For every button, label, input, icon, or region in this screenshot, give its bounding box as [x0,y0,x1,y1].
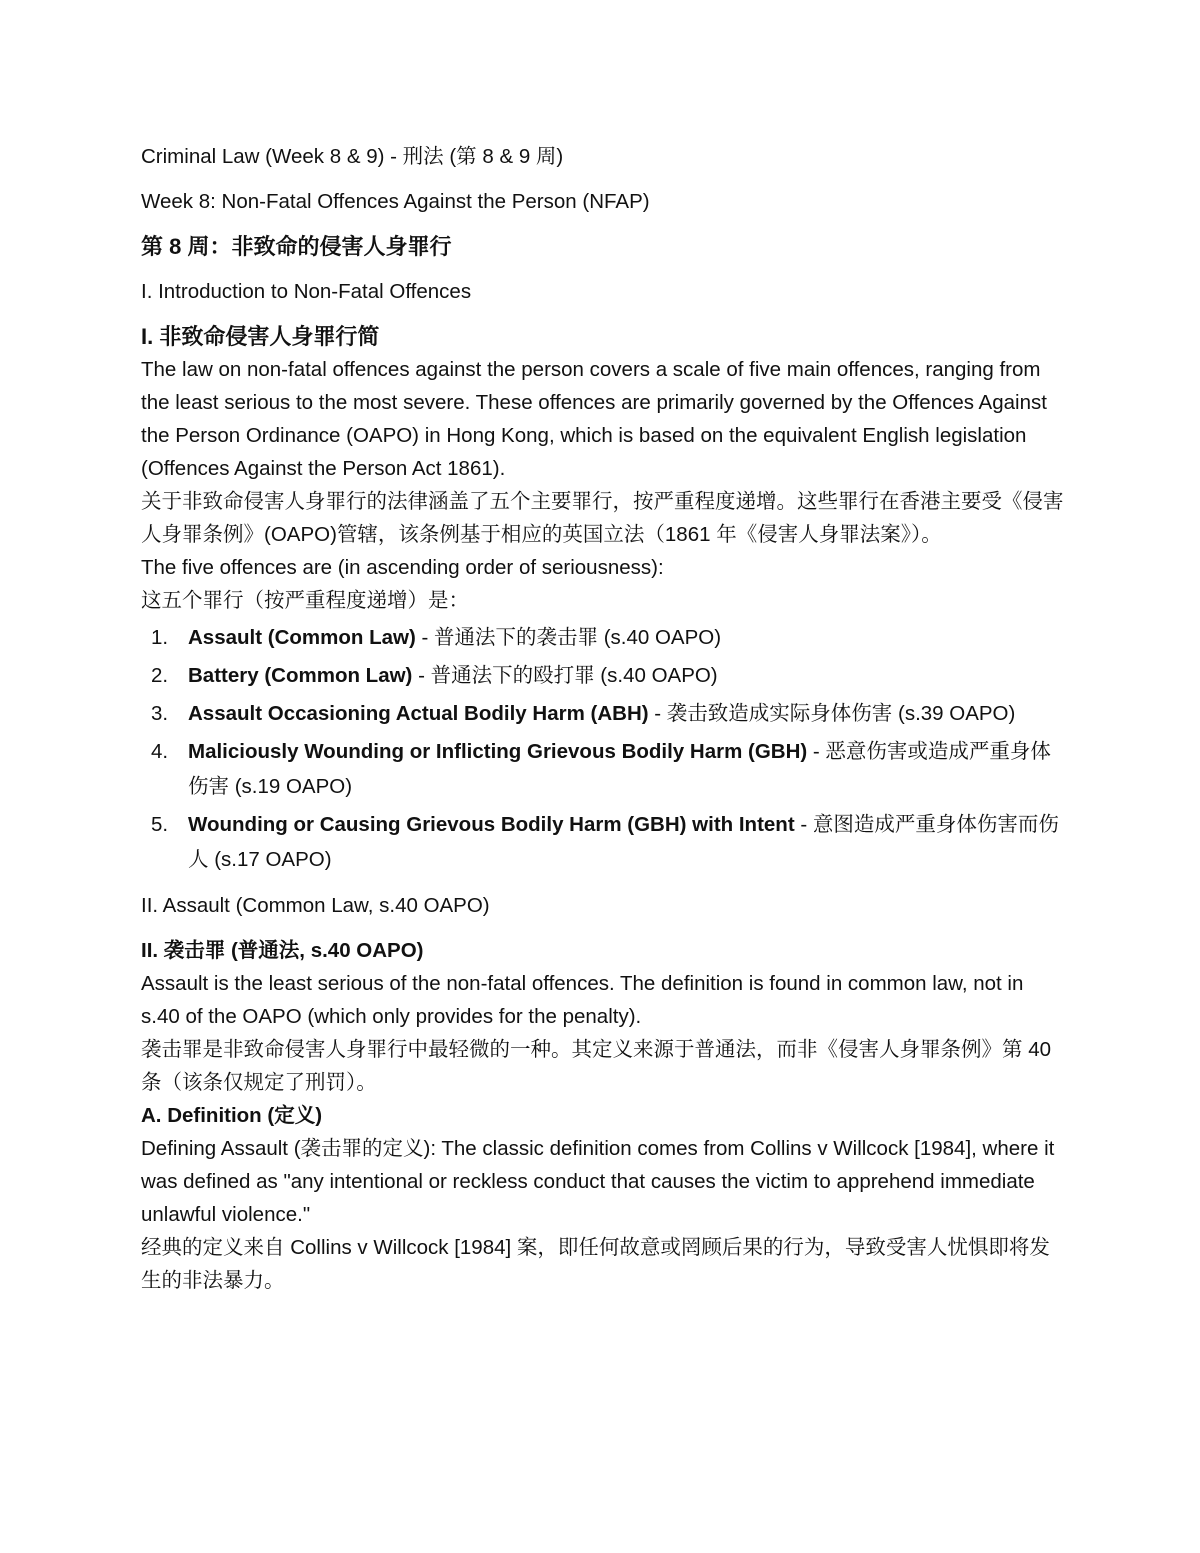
section2-heading-cn: II. 袭击罪 (普通法, s.40 OAPO) [141,939,424,962]
definition-paragraph-cn: 经典的定义来自 Collins v Willcock [1984] 案，即任何故意或罔顾后果的行为，导致受害人忧惧即将发生的非法暴力。 [141,1236,1050,1292]
offences-intro-en: The five offences are (in ascending order of seriousness): [141,556,664,579]
section1-paragraph-en: The law on non-fatal offences against the person covers a scale of five main offences, ranging from the least serious to the most severe. These offences are primarily governed by the Offences Against the Person Ordinance (OAPO) in Hong Kong, which is based on the equivalent English legislation (Offences Against the Person Act 1861). [141,358,1047,480]
section1-heading-cn: I. 非致命侵害人身罪行简 [141,324,380,349]
offence-description: - 袭击致造成实际身体伤害 (s.39 OAPO) [648,702,1016,725]
definition-paragraph-en [141,1132,1066,1231]
offence-name: Battery (Common Law) [188,664,413,687]
list-number: 5. [151,813,169,836]
offence-description: - 意图造成严重身体伤害而伤人 (s.17 OAPO) [188,813,1059,871]
list-item [141,696,1066,731]
document-body [141,140,1066,1297]
offence-name: Assault Occasioning Actual Bodily Harm (ABH) [188,702,649,725]
list-item [141,658,1066,693]
list-item [141,620,1066,655]
list-number: 1. [151,626,169,649]
section2-paragraph-cn: 袭击罪是非致命侵害人身罪行中最轻微的一种。其定义来源于普通法，而非《侵害人身罪条例》第 40 条（该条仅规定了刑罚）。 [141,1038,1051,1094]
offence-list [141,620,1066,877]
offence-name: Wounding or Causing Grievous Bodily Harm (GBH) with Intent [188,813,795,836]
section2-paragraph-en: Assault is the least serious of the non-fatal offences. The definition is found in common law, not in s.40 of the OAPO (which only provides for the penalty). [141,972,1024,1028]
definition-lead: Defining Assault (袭击罪的定义): [141,1137,437,1160]
document-title: Criminal Law (Week 8 & 9) - 刑法 (第 8 & 9 周) [141,145,564,168]
definition-text: The classic definition comes from Collins v Willcock [1984], where it was defined as "any intentional or reckless conduct that causes the victim to apprehend immediate unlawful violence." [141,1137,1055,1226]
list-number: 4. [151,740,169,763]
definition-subheading: A. Definition (定义) [141,1104,323,1127]
offences-intro-cn: 这五个罪行（按严重程度递增）是： [141,589,469,612]
week-heading-en: Week 8: Non-Fatal Offences Against the Person (NFAP) [141,190,650,213]
list-item [141,734,1066,804]
section2-heading-en: II. Assault (Common Law, s.40 OAPO) [141,894,490,917]
list-number: 2. [151,664,169,687]
offence-name: Assault (Common Law) [188,626,416,649]
section1-heading-en: I. Introduction to Non-Fatal Offences [141,280,472,303]
offence-name: Maliciously Wounding or Inflicting Grievous Bodily Harm (GBH) [188,740,808,763]
list-number: 3. [151,702,169,725]
week-heading-cn: 第 8 周：非致命的侵害人身罪行 [141,234,452,259]
list-item [141,807,1066,877]
offence-description: - 普通法下的袭击罪 (s.40 OAPO) [415,626,722,649]
section1-paragraph-cn: 关于非致命侵害人身罪行的法律涵盖了五个主要罪行，按严重程度递增。这些罪行在香港主要受《侵害人身罪条例》(OAPO)管辖，该条例基于相应的英国立法（1861 年《侵害人身罪法案》）。 [141,490,1064,546]
offence-description: - 恶意伤害或造成严重身体伤害 (s.19 OAPO) [188,740,1051,798]
offence-description: - 普通法下的殴打罪 (s.40 OAPO) [412,664,718,687]
